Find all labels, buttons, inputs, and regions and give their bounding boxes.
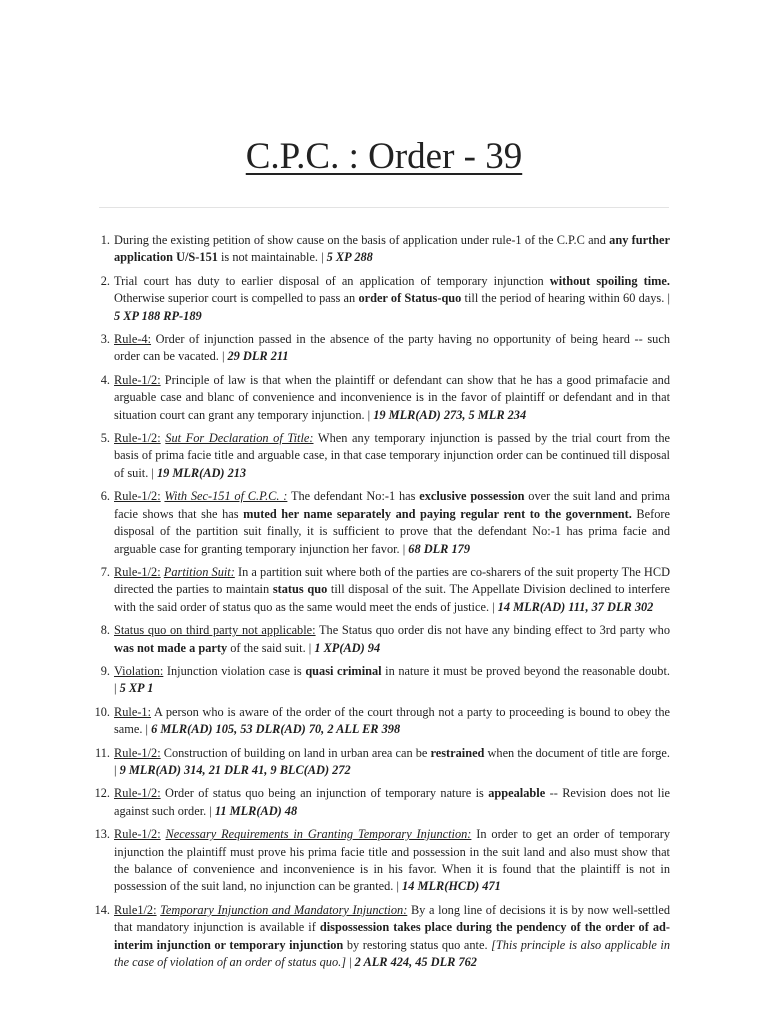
- item-bold: status quo: [272, 582, 328, 597]
- item-bold: exclusive possession: [419, 489, 525, 504]
- item-bold: without spoiling time.: [549, 273, 670, 288]
- item-citation: 19 MLR(AD) 273, 5 MLR 234: [373, 407, 527, 422]
- item-number: 4.: [100, 372, 110, 387]
- item-number: 5.: [100, 431, 110, 446]
- item-text: A person who is aware of the order of the court through not a party to proceeding is bound to obey the same. |: [114, 704, 670, 737]
- list-item: [100, 232, 670, 267]
- item-rule-label: Rule-1/2:: [114, 564, 161, 579]
- item-rule-label: Rule-1/2:: [114, 827, 161, 842]
- list-item: [100, 663, 692, 698]
- item-citation: 68 DLR 179: [408, 541, 470, 556]
- list-item: [100, 331, 670, 366]
- item-number: 10.: [94, 704, 110, 719]
- item-text: till the period of hearing within 60 days. |: [461, 291, 670, 306]
- item-rule-label: Rule-1/2:: [114, 431, 161, 446]
- item-number: 1.: [100, 233, 110, 247]
- item-subheading: Temporary Injunction and Mandatory Injunction:: [160, 902, 408, 917]
- item-text: when the document of title are forge. |: [114, 745, 683, 777]
- item-rule-label: Rule1/2:: [114, 902, 157, 917]
- item-citation: 14 MLR(HCD) 471: [402, 879, 501, 894]
- item-number: 14.: [94, 902, 110, 917]
- item-bold: any further application U/S-151: [114, 233, 670, 265]
- item-text: by restoring status quo ante.: [343, 937, 492, 952]
- item-text: |: [346, 955, 355, 970]
- item-text: over the suit land and prima facie shows that she has: [114, 489, 670, 521]
- item-number: 3.: [100, 332, 110, 347]
- item-citation: 14 MLR(AD) 111, 37 DLR 302: [497, 599, 654, 614]
- item-text: During the existing petition of show cause on the basis of application under rule-1 of the C.P.C and: [114, 233, 610, 247]
- item-number: 8.: [100, 623, 110, 638]
- list-item: [100, 488, 670, 558]
- item-text: of the said suit. |: [227, 640, 315, 655]
- item-number: 11.: [95, 745, 110, 760]
- item-rule-label: Rule-1/2:: [114, 786, 161, 801]
- item-number: 2.: [100, 273, 110, 288]
- item-italic-note: [This principle is also applicable in the case of violation of an order of status quo.]: [114, 937, 670, 970]
- item-bold: restrained: [430, 745, 485, 760]
- list-item: [95, 745, 683, 780]
- item-bold: dispossession takes place during the pendency of the order of ad-interim injunction or temporary injunction: [114, 920, 670, 952]
- item-rule-label: Rule-1/2:: [114, 372, 161, 387]
- item-rule-label: Rule-1/2:: [114, 745, 161, 760]
- list-item: [100, 372, 670, 424]
- item-rule-label: Rule-1/2:: [114, 489, 161, 504]
- item-rule-label: Status quo on third party not applicable:: [114, 623, 316, 638]
- item-text: Order of status quo being an injunction of temporary nature is: [160, 786, 489, 801]
- item-citation: 2 ALR 424, 45 DLR 762: [354, 955, 477, 970]
- item-text: -- Revision does not lie against such order. |: [114, 786, 670, 818]
- list-item: [94, 902, 670, 972]
- item-citation: 29 DLR 211: [227, 349, 289, 364]
- item-number: 13.: [94, 827, 110, 842]
- item-bold: appealable: [488, 786, 546, 801]
- item-subheading: With Sec-151 of C.P.C. :: [164, 489, 288, 504]
- item-text: In a partition suit where both of the parties are co-sharers of the suit property The HCD directed the parties to maintain: [114, 564, 670, 597]
- list-item: [94, 826, 670, 896]
- item-rule-label: Rule-1:: [114, 704, 152, 719]
- item-citation: 19 MLR(AD) 213: [156, 465, 247, 480]
- item-citation: 5 XP 1: [119, 681, 154, 696]
- item-bold: order of Status-quo: [358, 291, 462, 306]
- item-text: till disposal of the suit. The Appellate Division declined to interfere with the said order of status quo as the same would meet the ends of justice. |: [114, 582, 670, 614]
- list-item: [100, 622, 671, 657]
- item-text: Construction of building on land in urban area can be: [160, 745, 431, 760]
- item-text: Otherwise superior court is compelled to pass an: [114, 291, 359, 306]
- list-item: [100, 564, 670, 616]
- item-text: in nature it must be proved beyond the reasonable doubt. |: [114, 663, 692, 696]
- item-text: The Status quo order dis not have any binding effect to 3rd party who: [315, 623, 671, 638]
- item-citation: 9 MLR(AD) 314, 21 DLR 41, 9 BLC(AD) 272: [119, 762, 351, 777]
- list-item: [100, 430, 671, 482]
- list-item: [100, 273, 670, 325]
- case-list: [94, 232, 692, 977]
- item-number: 9.: [100, 663, 110, 678]
- item-text: Trial court has duty to earlier disposal of an application of temporary injunction: [114, 273, 550, 288]
- item-number: 12.: [94, 786, 110, 801]
- item-text: Injunction violation case is: [163, 663, 306, 678]
- page-title: C.P.C. : Order - 39: [245, 136, 523, 177]
- title-divider: [99, 207, 669, 208]
- item-text: is not maintainable. |: [217, 250, 327, 265]
- item-bold: quasi criminal: [305, 663, 382, 678]
- list-item: [94, 785, 670, 820]
- item-subheading: Sut For Declaration of Title:: [165, 431, 314, 446]
- item-number: 7.: [100, 564, 110, 579]
- item-citation: 6 MLR(AD) 105, 53 DLR(AD) 70, 2 ALL ER 398: [151, 722, 401, 737]
- item-text: When any temporary injunction is passed by the trial court from the basis of prima facie title and arguable case, in that case temporary injunction order can be continued till disposal of suit. |: [114, 431, 671, 480]
- item-bold: muted her name separately and paying regular rent to the government.: [243, 506, 632, 521]
- list-item: [94, 704, 670, 739]
- item-citation: 1 XP(AD) 94: [314, 640, 381, 655]
- item-citation: 5 XP 188 RP-189: [114, 308, 202, 323]
- item-number: 6.: [100, 489, 110, 504]
- item-subheading: Necessary Requirements in Granting Temporary Injunction:: [165, 827, 472, 842]
- item-text: Principle of law is that when the plaintiff or defendant can show that he has a good primafacie and arguable case and blanc of convenience and inconvenience is in the favor of plaintiff or defendant and in that situation court can grant any temporary injunction. |: [114, 372, 670, 422]
- item-citation: 5 XP 288: [326, 250, 373, 265]
- item-text: By a long line of decisions it is by now well-settled that mandatory injunction is available if: [114, 902, 670, 935]
- item-text: Before disposal of the partition suit finally, it is sufficient to prove that the defendant No:-1 has prima facie and arguable case for granting temporary injunction her favor. |: [114, 506, 670, 556]
- item-bold: was not made a party: [114, 640, 228, 655]
- item-text: The defendant No:-1 has: [287, 489, 420, 504]
- item-citation: 11 MLR(AD) 48: [214, 803, 298, 818]
- item-text: In order to get an order of temporary injunction the plaintiff must prove his prima facie title and possession in the suit land and also must show that the balance of convenience and inconvenience is in his favor. When it is found that the plaintiff is not in possession of the suit land, no injunction can be granted. |: [114, 827, 670, 894]
- item-rule-label: Violation:: [114, 663, 164, 678]
- item-subheading: Partition Suit:: [163, 564, 235, 579]
- item-text: Order of injunction passed in the absence of the party having no opportunity of being heard -- such order can be vacated. |: [114, 332, 670, 364]
- item-rule-label: Rule-4:: [114, 332, 152, 347]
